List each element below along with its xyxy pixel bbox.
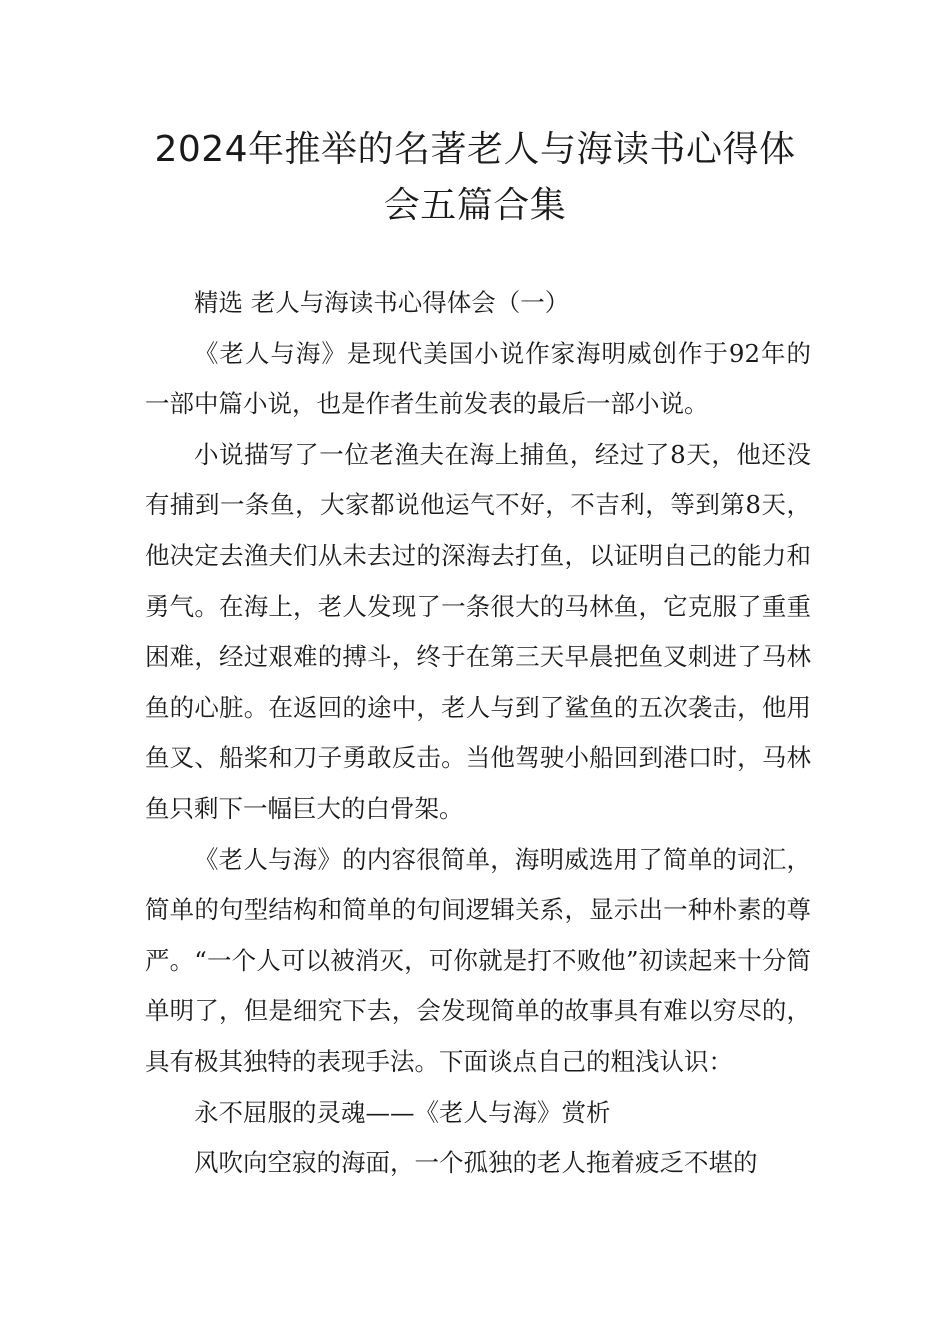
- title-line-2: 会五篇合集: [383, 185, 567, 226]
- section-heading: 精选 老人与海读书心得体会（一）: [194, 288, 570, 317]
- paragraph-style: 《老人与海》的内容很简单，海明威选用了简单的词汇，简单的句型结构和简单的句间逻辑关系，显示出一种朴素的尊严。“一个人可以被消灭，可你就是打不败他”初读起来十分简单明了，但是细究下去，会发现简单的故事具有难以穷尽的，具有极其独特的表现手法。下面谈点自己的粗浅认识：: [145, 844, 811, 1076]
- subsection-heading: 永不屈服的灵魂——《老人与海》赏析: [194, 1097, 611, 1127]
- paragraph-intro: 《老人与海》是现代美国小说作家海明威创作于92年的一部中篇小说，也是作者生前发表的最后一部小说。: [145, 338, 811, 419]
- document-body: [145, 278, 811, 1189]
- paragraph-plot: 小说描写了一位老渔夫在海上捕鱼，经过了8天，他还没有捕到一条鱼，大家都说他运气不好，不吉利，等到第8天，他决定去渔夫们从未去过的深海去打鱼，以证明自己的能力和勇气。在海上，老人发现了一条很大的马林鱼，它克服了重重困难，经过艰难的搏斗，终于在第三天早晨把鱼叉刺进了马林鱼的心脏。在返回的途中，老人与到了鲨鱼的五次袭击，他用鱼叉、船桨和刀子勇敢反击。当他驾驶小船回到港口时，马林鱼只剩下一幅巨大的白骨架。: [145, 439, 811, 823]
- paragraph-opening: 风吹向空寂的海面，一个孤独的老人拖着疲乏不堪的: [194, 1148, 758, 1178]
- document-title: [120, 122, 830, 234]
- title-line-1: 2024年推举的名著老人与海读书心得体: [154, 129, 796, 170]
